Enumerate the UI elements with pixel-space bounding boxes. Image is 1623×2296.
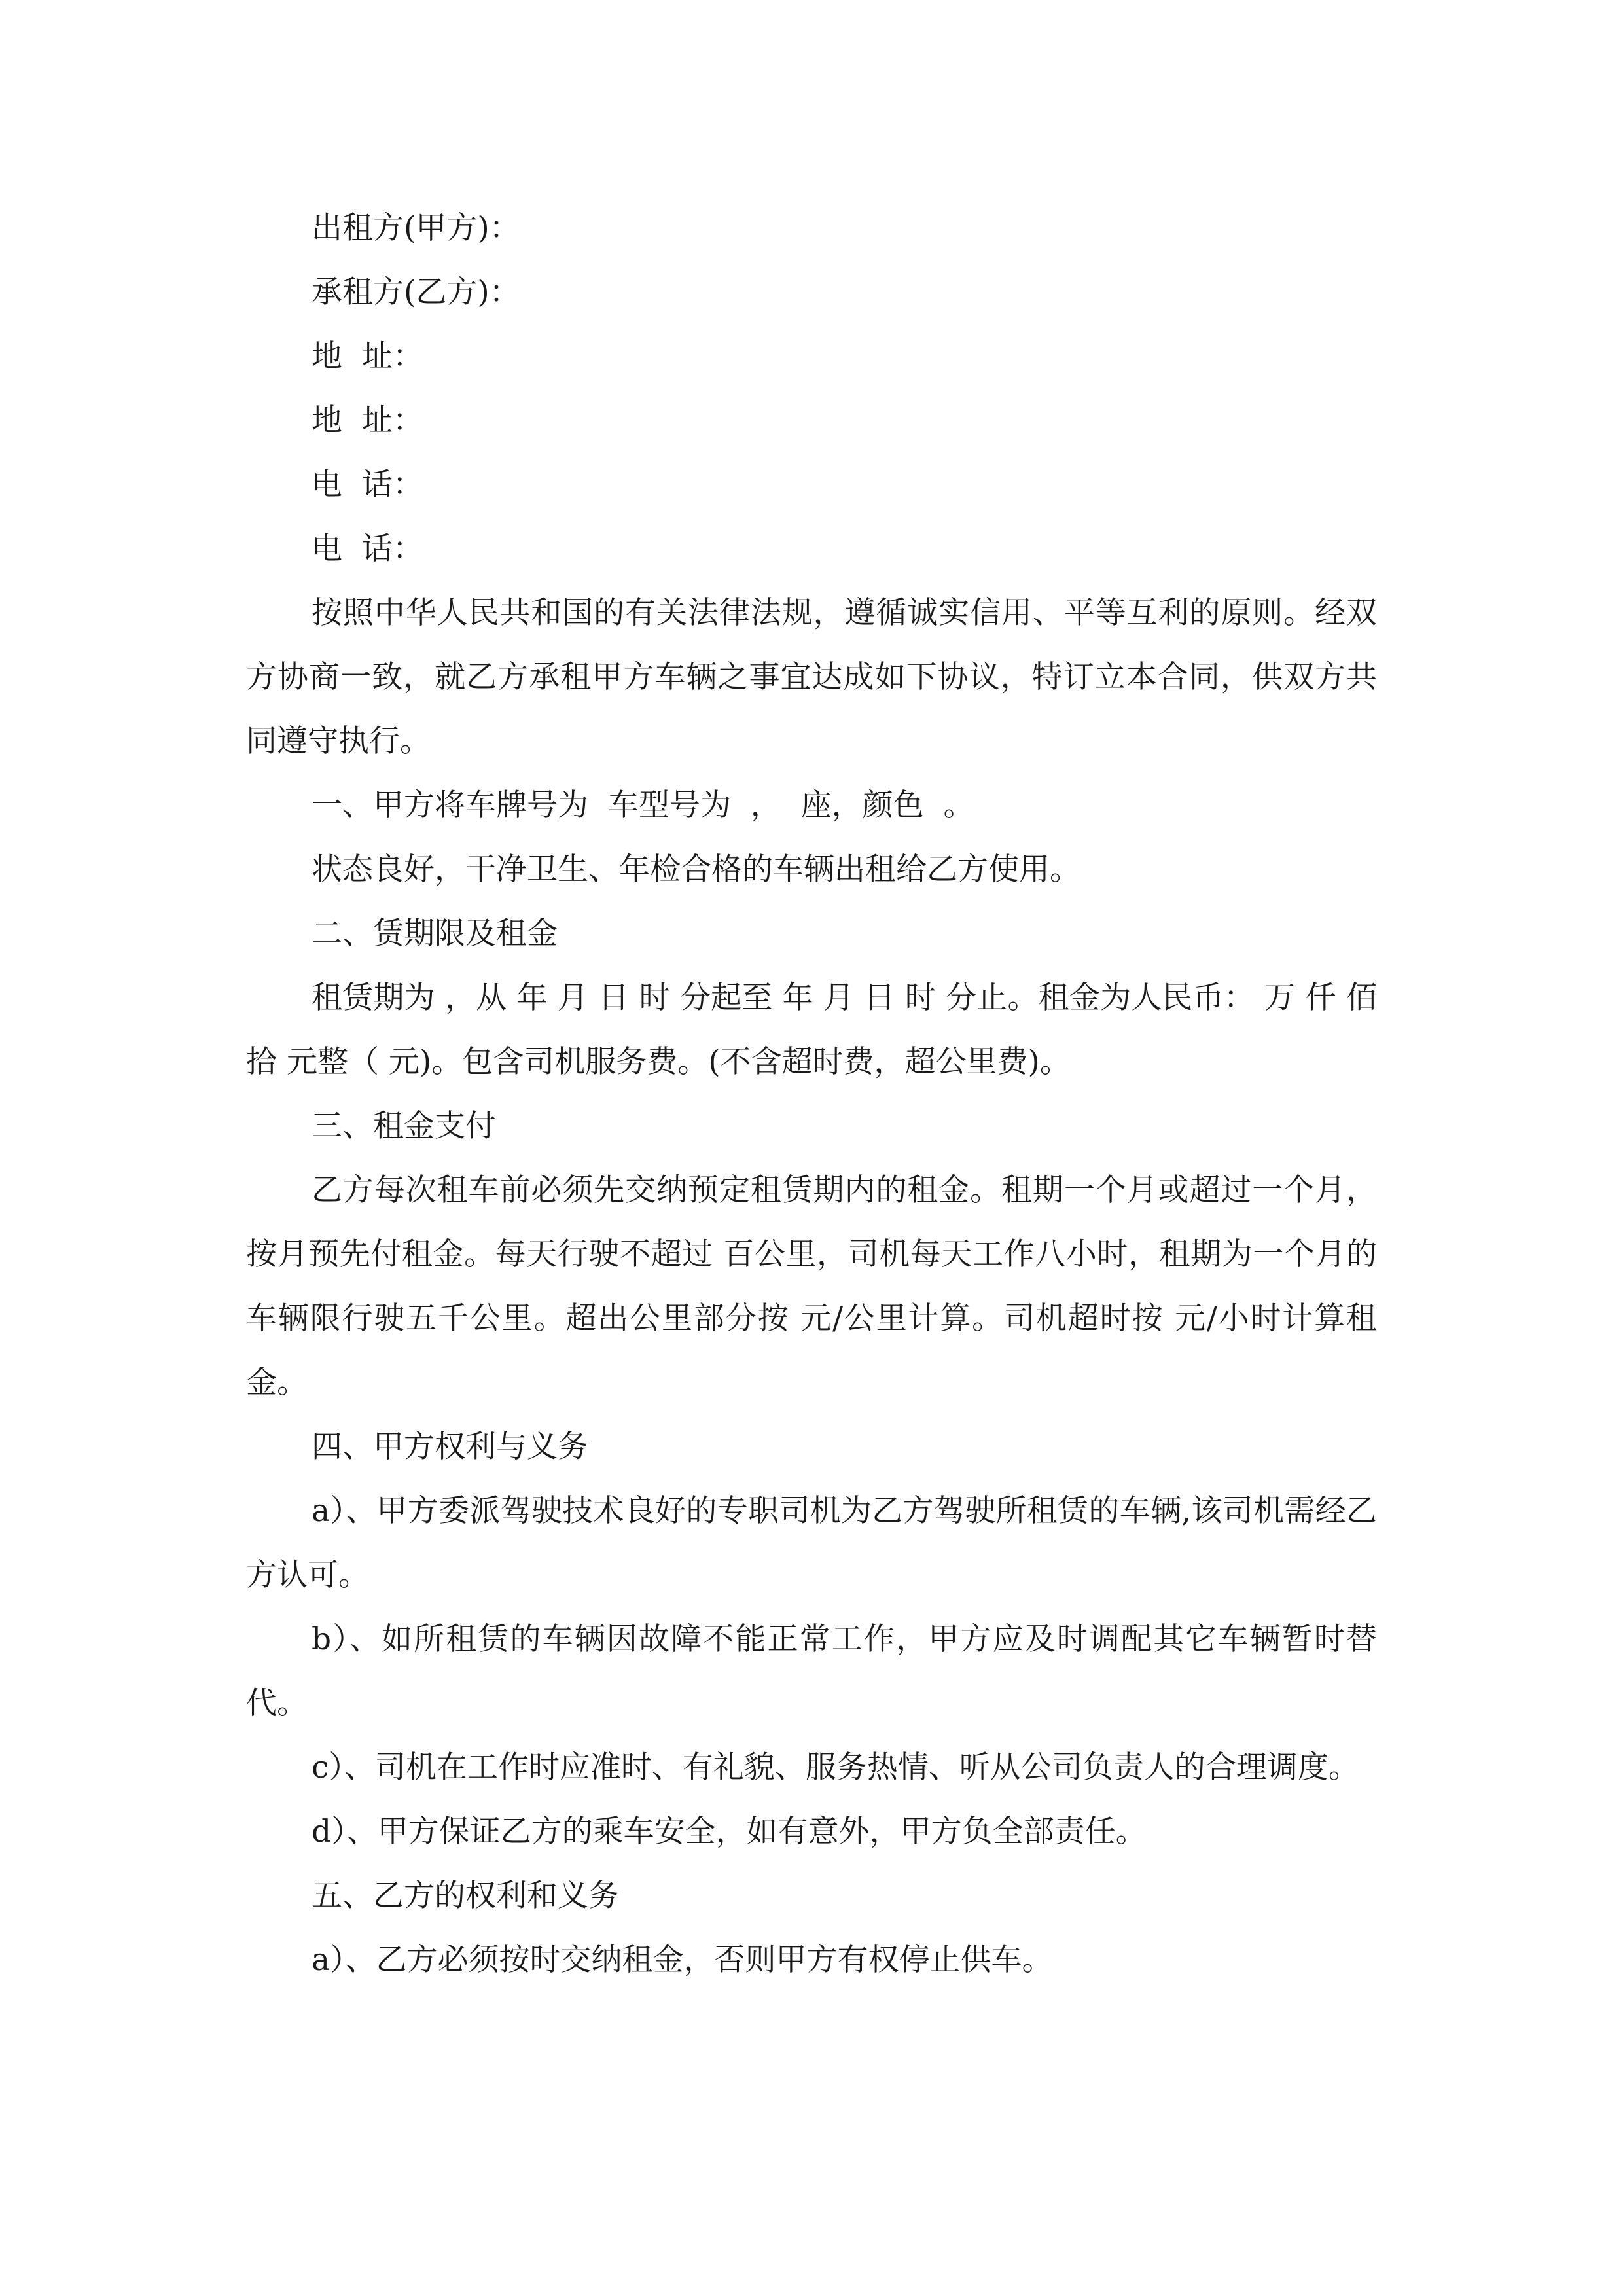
clause-4-item-b: b）、如所租赁的车辆因故障不能正常工作，甲方应及时调配其它车辆暂时替代。 [246, 1621, 1377, 1721]
preamble-paragraph: 按照中华人民共和国的有关法律法规，遵循诚实信用、平等互利的原则。经双方协商一致，就乙方承租甲方车辆之事宜达成如下协议，特订立本合同，供双方共同遵守执行。 [246, 595, 1377, 759]
clause-5-heading: 五、乙方的权利和义务 [312, 1878, 619, 1914]
clause-1-condition: 状态良好，干净卫生、年检合格的车辆出租给乙方使用。 [312, 852, 1080, 888]
clause-2-term-and-rent: 租赁期为 ，从 年 月 日 时 分起至 年 月 日 时 分止。租金为人民币： 万 仟 佰 拾 元整（ 元)。包含司机服务费。(不含超时费，超公里费)。 [246, 980, 1377, 1080]
clause-4-item-a: a）、甲方委派驾驶技术良好的专职司机为乙方驾驶所租赁的车辆,该司机需经乙方认可。 [246, 1493, 1377, 1593]
contract-body [246, 196, 1377, 1992]
lessor-line: 出租方(甲方)： [312, 210, 520, 246]
lessee-line: 承租方(乙方)： [312, 274, 520, 310]
clause-3-heading: 三、租金支付 [312, 1108, 496, 1144]
phone-line-lessee: 电 话： [312, 531, 423, 567]
clause-5-item-a: a）、乙方必须按时交纳租金，否则甲方有权停止供车。 [312, 1942, 1053, 1978]
address-line-lessee: 地 址： [312, 403, 423, 439]
clause-4-heading: 四、甲方权利与义务 [312, 1429, 588, 1465]
phone-line-lessor: 电 话： [312, 467, 423, 503]
clause-3-payment: 乙方每次租车前必须先交纳预定租赁期内的租金。租期一个月或超过一个月，按月预先付租金。每天行驶不超过 百公里，司机每天工作八小时，租期为一个月的车辆限行驶五千公里。超出公里部分按 元/公里计算。司机超时按 元/小时计算租金。 [246, 1172, 1377, 1401]
clause-4-item-c: c）、司机在工作时应准时、有礼貌、服务热情、听从公司负责人的合理调度。 [312, 1749, 1359, 1785]
clause-1-vehicle: 一、甲方将车牌号为 车型号为 ， 座，颜色 。 [312, 787, 974, 823]
clause-2-heading: 二、赁期限及租金 [312, 916, 558, 952]
address-line-lessor: 地 址： [312, 338, 423, 374]
clause-4-item-d: d）、甲方保证乙方的乘车安全，如有意外，甲方负全部责任。 [312, 1814, 1147, 1850]
